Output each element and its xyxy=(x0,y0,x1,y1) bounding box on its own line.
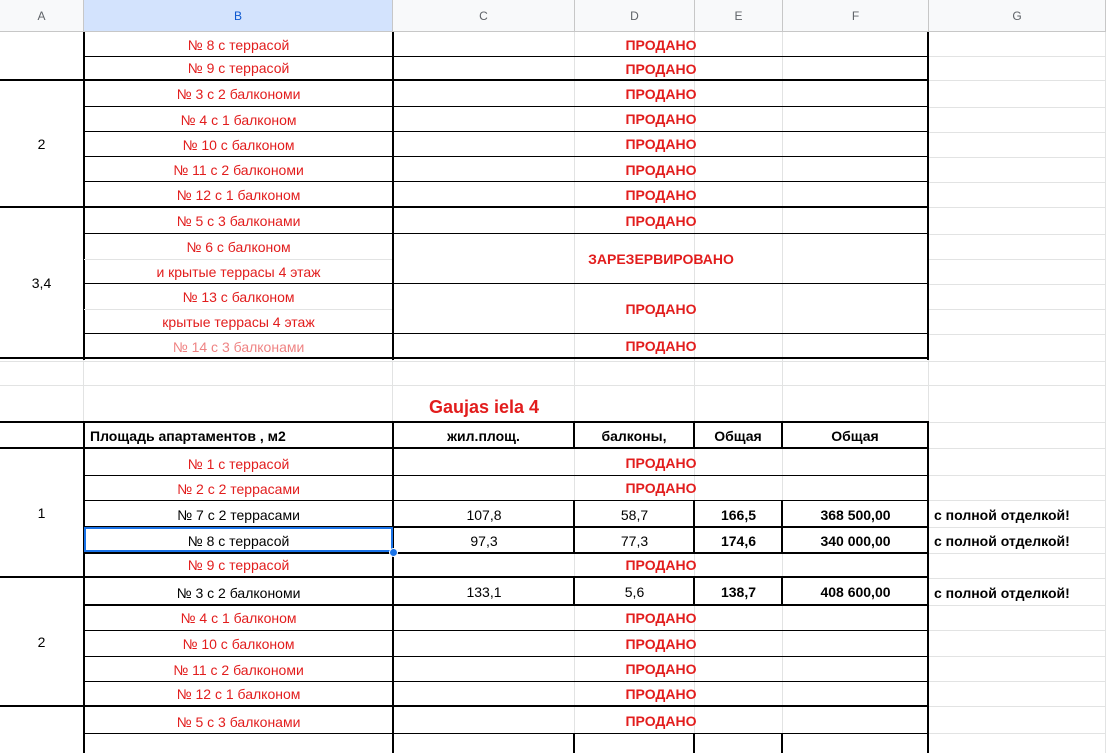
unit-label: № 8 с террасой xyxy=(187,36,290,53)
status-sold: ПРОДАНО xyxy=(625,609,697,626)
balcony-value: 77,3 xyxy=(620,532,649,549)
total-area-value: 174,6 xyxy=(720,532,757,549)
column-header-g[interactable]: G xyxy=(929,0,1106,32)
gridline xyxy=(929,605,1106,606)
header-balconies: балконы, xyxy=(601,427,667,444)
gridline xyxy=(929,132,1106,133)
unit-label: № 10 с балконом xyxy=(182,137,295,153)
gridline xyxy=(929,234,1106,235)
living-area-value: 107,8 xyxy=(466,506,502,523)
gridline xyxy=(929,656,1106,657)
column-header-e[interactable]: E xyxy=(695,0,783,32)
gridline xyxy=(929,681,1106,682)
status-sold: ПРОДАНО xyxy=(625,86,697,102)
unit-label: и крытые террасы 4 этаж xyxy=(156,264,321,280)
column-header-f[interactable]: F xyxy=(783,0,929,32)
gridline xyxy=(929,107,1106,108)
status-sold: ПРОДАНО xyxy=(625,479,697,496)
gridline xyxy=(929,157,1106,158)
gridline xyxy=(929,630,1106,631)
gridline xyxy=(929,56,1106,57)
gridline xyxy=(84,259,392,260)
unit-label: № 4 с 1 балконом xyxy=(180,112,297,128)
column-header-d[interactable]: D xyxy=(575,0,695,32)
status-sold: ПРОДАНО xyxy=(625,300,697,317)
status-sold: ПРОДАНО xyxy=(625,36,697,53)
status-sold: ПРОДАНО xyxy=(625,557,697,573)
header-living-area: жил.площ. xyxy=(447,427,520,444)
gridline xyxy=(929,207,1106,208)
unit-label: № 13 с балконом xyxy=(182,289,295,305)
status-sold: ПРОДАНО xyxy=(625,337,697,354)
unit-label: № 3 с 2 балкономи xyxy=(176,86,301,102)
gridline xyxy=(84,309,392,310)
status-sold: ПРОДАНО xyxy=(625,454,697,471)
gridline xyxy=(0,385,1106,386)
unit-label: № 4 с 1 балконом xyxy=(180,610,297,626)
gridline xyxy=(929,309,1106,310)
unit-label: № 2 с 2 террасами xyxy=(177,480,300,497)
floor-label: 3,4 xyxy=(31,275,52,291)
finish-note: с полной отделкой! xyxy=(934,506,1070,523)
unit-label: № 1 с террасой xyxy=(187,455,290,472)
price-value: 340 000,00 xyxy=(820,532,891,549)
column-header-a[interactable]: A xyxy=(0,0,84,32)
unit-label: № 12 с 1 балконом xyxy=(176,187,301,203)
gridline xyxy=(929,284,1106,285)
border xyxy=(693,734,695,753)
unit-label: № 10 с балконом xyxy=(182,636,295,652)
unit-label: № 12 с 1 балконом xyxy=(176,686,301,702)
floor-label: 2 xyxy=(37,136,46,152)
unit-label: № 14 с 3 балконами xyxy=(172,338,305,355)
living-area-value: 133,1 xyxy=(466,583,502,600)
unit-label: № 11 с 2 балкономи xyxy=(173,162,304,178)
unit-label: № 5 с 3 балконами xyxy=(176,713,301,730)
unit-label: крытые террасы 4 этаж xyxy=(162,314,315,330)
unit-label: № 3 с 2 балкономи xyxy=(176,584,301,601)
column-header-c[interactable]: C xyxy=(393,0,575,32)
section-title: Gaujas iela 4 xyxy=(428,397,540,417)
gridline xyxy=(929,475,1106,476)
status-sold: ПРОДАНО xyxy=(625,685,697,702)
unit-label: № 7 с 2 террасами xyxy=(177,506,300,523)
unit-label: № 11 с 2 балкономи xyxy=(173,662,304,678)
header-area: Площадь апартаментов , м2 xyxy=(90,427,286,444)
floor-label: 1 xyxy=(37,505,46,521)
status-sold: ПРОДАНО xyxy=(625,136,697,152)
header-total-price: Общая xyxy=(831,427,879,444)
total-area-value: 138,7 xyxy=(720,583,757,600)
status-sold: ПРОДАНО xyxy=(625,61,697,77)
gridline xyxy=(929,578,1106,579)
gridline xyxy=(929,500,1106,501)
status-sold: ПРОДАНО xyxy=(625,213,697,229)
gridline xyxy=(929,553,1106,554)
gridline xyxy=(929,259,1106,260)
selected-cell-outline[interactable] xyxy=(84,527,393,552)
price-value: 368 500,00 xyxy=(820,506,891,523)
status-reserved: ЗАРЕЗЕРВИРОВАНО xyxy=(588,250,734,267)
finish-note: с полной отделкой! xyxy=(934,532,1070,549)
gridline xyxy=(929,706,1106,707)
balcony-value: 58,7 xyxy=(620,506,649,523)
price-value: 408 600,00 xyxy=(820,583,891,600)
living-area-value: 97,3 xyxy=(470,532,498,549)
status-sold: ПРОДАНО xyxy=(625,635,697,652)
floor-label: 2 xyxy=(37,634,46,650)
gridline xyxy=(0,361,1106,362)
header-total-area: Общая xyxy=(714,427,762,444)
status-sold: ПРОДАНО xyxy=(625,712,697,729)
finish-note: с полной отделкой! xyxy=(934,584,1070,601)
status-sold: ПРОДАНО xyxy=(625,660,697,677)
balcony-value: 5,6 xyxy=(624,583,645,600)
unit-label: № 9 с террасой xyxy=(187,60,290,76)
status-sold: ПРОДАНО xyxy=(625,162,697,178)
border xyxy=(781,734,783,753)
status-sold: ПРОДАНО xyxy=(625,187,697,203)
gridline xyxy=(929,448,1106,449)
unit-label: № 5 с 3 балконами xyxy=(176,213,301,229)
border xyxy=(573,734,575,753)
gridline xyxy=(929,182,1106,183)
unit-label: № 6 с балконом xyxy=(186,239,291,255)
unit-label: № 9 с террасой xyxy=(187,557,290,573)
gridline xyxy=(929,334,1106,335)
status-sold: ПРОДАНО xyxy=(625,111,697,127)
unit-label[interactable]: № 8 с террасой xyxy=(187,532,290,549)
gridline xyxy=(929,80,1106,81)
gridline xyxy=(929,733,1106,734)
column-header-b[interactable]: B xyxy=(84,0,393,32)
total-area-value: 166,5 xyxy=(720,506,757,523)
fill-handle[interactable] xyxy=(389,548,398,557)
